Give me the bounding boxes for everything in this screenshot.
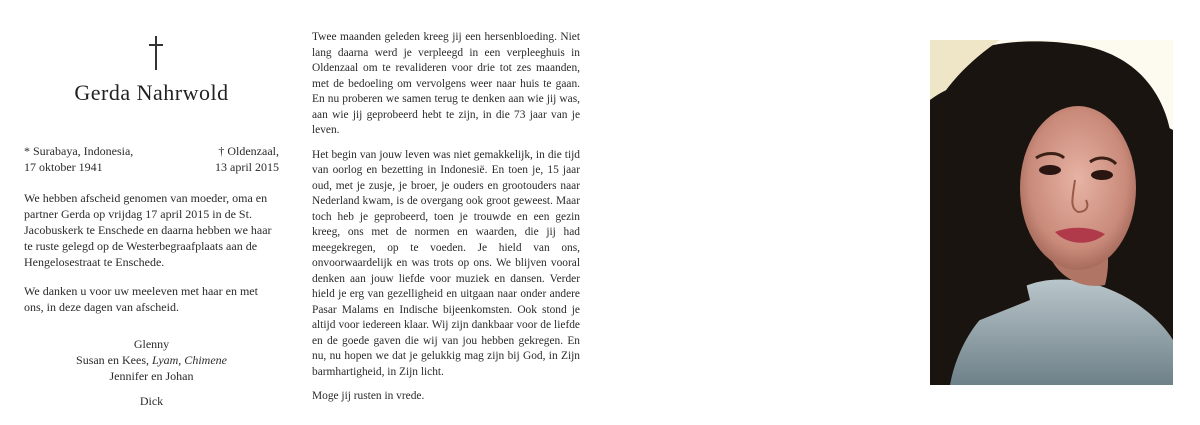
eulogy-paragraph-1: Twee maanden geleden kreeg jij een hersenbloeding. Niet lang daarna werd je verpleegd in een verpleeghuis in Oldenzaal om te revalideren voor drie tot zes maanden, met de bedoeling om vervolgens weer naar huis te gaan. En nu proberen we samen terug te denken aan wie jij was, aan wie jij geprobeerd hebt te zijn, in die 73 jaar van je leven.: [312, 31, 580, 136]
birth-place: * Surabaya, Indonesia,: [24, 144, 134, 158]
death-date: 13 april 2015: [215, 160, 279, 174]
birth-date: 17 oktober 1941: [24, 160, 103, 174]
family-line-2: Susan en Kees, Lyam, Chimene: [76, 353, 227, 367]
family-line-3: Jennifer en Johan: [109, 369, 194, 383]
deceased-name: Gerda Nahrwold: [74, 80, 229, 105]
funeral-notice: We hebben afscheid genomen van moeder, oma en partner Gerda op vrijdag 17 april 2015 in de St. Jacobuskerk te Enschede en daarna hebben we haar te ruste gelegd op de Westerbegraafplaats aan de Hengelosestraat te Enschede.: [24, 191, 272, 269]
grandchildren-names: Lyam, Chimene: [152, 353, 227, 367]
eulogy-paragraph-2: Het begin van jouw leven was niet gemakkelijk, in die tijd van oorlog en bezetting in Indonesië. En toen je, 15 jaar oud, met je zusje, je broer, je ouders en grootouders naar Nederland kwam, is de overgang ook groot geweest. Maar toch heb je geprobeerd, toen je trouwde en een gezin kreeg, ons met de normen en waarden, die jij had meegekregen, op te voeden. Je hield van ons, onvoorwaardelijk en was trots op ons. We blijven vooral denken aan jouw liefde voor muziek en dansen. Verder hield je erg van gezelligheid en uitgaan naar onder andere Pasar Malams en Indische bijeenkomsten. Ook stond je altijd voor iedereen klaar. Wij zijn dankbaar voor de liefde en de goede gaven die wij van jou hebben gekregen. En nu, nu hopen we dat je gelukkig mag zijn bij God, in Zijn barmhartigheid, in Zijn licht.: [312, 148, 580, 378]
family-line-1: Glenny: [133, 337, 170, 351]
death-place: † Oldenzaal,: [218, 144, 279, 158]
family-line-4: Dick: [139, 394, 164, 408]
thanks-notice: We danken u voor uw meeleven met haar en met ons, in deze dagen van afscheid.: [24, 284, 258, 314]
birth-info: [24, 143, 144, 175]
portrait-image: [930, 40, 1173, 385]
cross-icon: [149, 30, 163, 70]
death-info: [164, 143, 279, 175]
eulogy-column: [312, 30, 580, 414]
family-names: [24, 336, 279, 409]
eulogy-closing: Moge jij rusten in vrede.: [312, 390, 425, 402]
portrait-photo: [930, 40, 1173, 385]
